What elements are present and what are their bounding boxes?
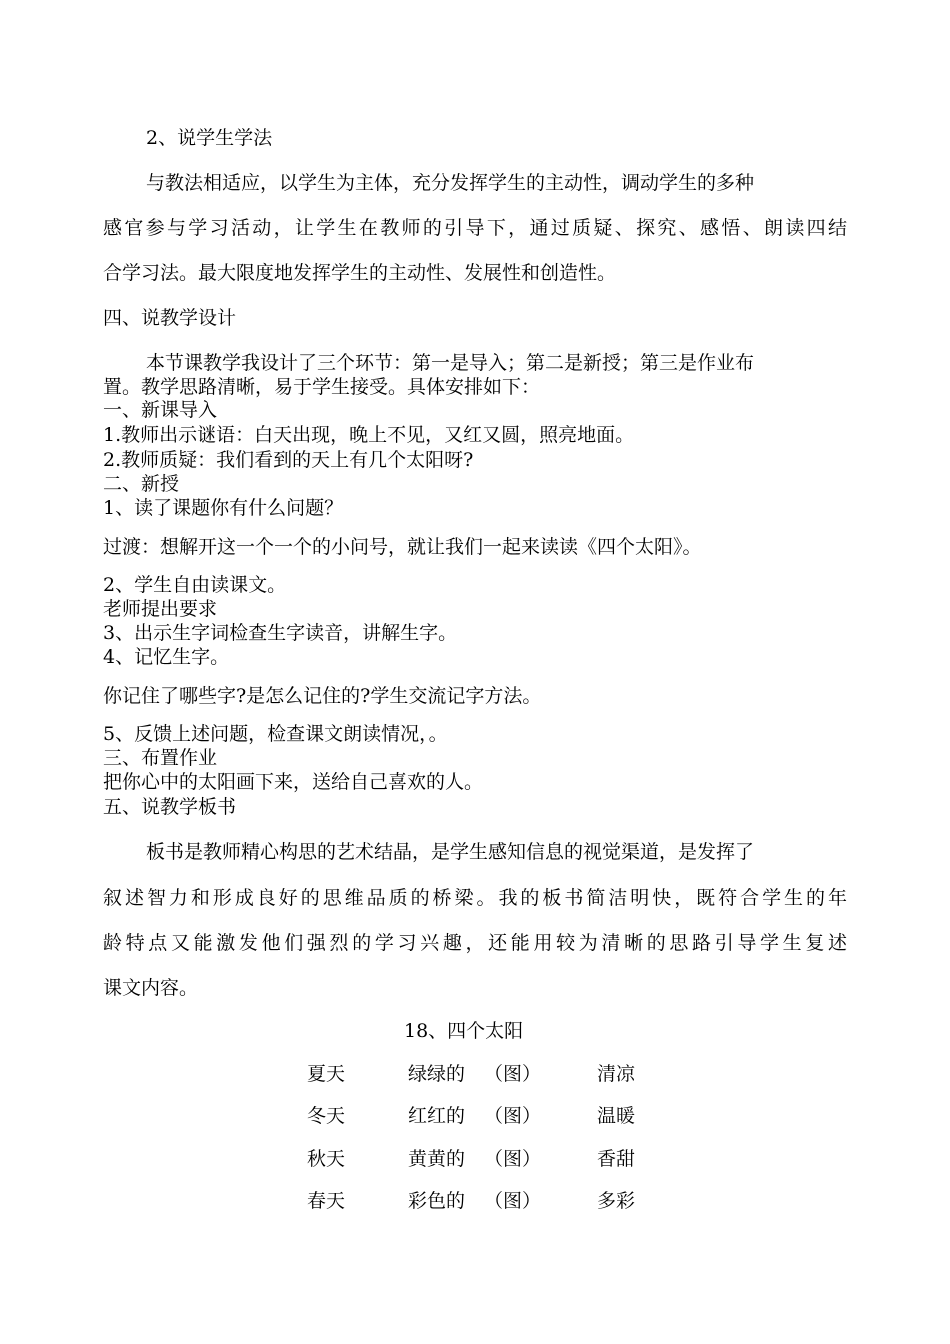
paragraph-line: 课文内容。: [103, 977, 199, 999]
board-picture: （图）: [484, 1190, 542, 1212]
list-item: 你记住了哪些字?是怎么记住的?学生交流记字方法。: [103, 685, 542, 707]
list-item: 2.教师质疑：我们看到的天上有几个太阳呀?: [103, 449, 474, 471]
board-title: 18、四个太阳: [404, 1020, 524, 1042]
board-feeling: 香甜: [597, 1148, 636, 1170]
paragraph-line: 板书是教师精心构思的艺术结晶，是学生感知信息的视觉渠道，是发挥了: [146, 841, 755, 863]
list-item: 过渡：想解开这一个一个的小问号，就让我们一起来读读《四个太阳》。: [103, 536, 702, 558]
paragraph-line: 与教法相适应，以学生为主体，充分发挥学生的主动性，调动学生的多种: [146, 172, 755, 194]
board-color: 绿绿的: [408, 1063, 466, 1085]
list-item: 2、学生自由读课文。: [103, 574, 287, 596]
board-season: 秋天: [307, 1148, 346, 1170]
board-feeling: 多彩: [597, 1190, 636, 1212]
board-color: 红红的: [408, 1105, 466, 1127]
paragraph-line: 叙述智力和形成良好的思维品质的桥梁。我的板书简洁明快，既符合学生的年: [103, 887, 847, 909]
section-5-heading: 五、说教学板书: [103, 796, 237, 818]
section-2-heading: 2、说学生学法: [146, 127, 273, 149]
step-heading: 三、布置作业: [103, 747, 218, 769]
board-picture: （图）: [484, 1105, 542, 1127]
board-picture: （图）: [484, 1148, 542, 1170]
list-item: 1、读了课题你有什么问题？: [103, 497, 344, 519]
list-item: 1.教师出示谜语：白天出现，晚上不见，又红又圆，照亮地面。: [103, 424, 635, 446]
paragraph-line: 本节课教学我设计了三个环节：第一是导入；第二是新授；第三是作业布: [146, 352, 755, 374]
board-color: 黄黄的: [408, 1148, 466, 1170]
list-item: 3、出示生字词检查生字读音，讲解生字。: [103, 622, 458, 644]
paragraph-line: 感官参与学习活动，让学生在教师的引导下，通过质疑、探究、感悟、朗读四结: [103, 217, 847, 239]
section-4-heading: 四、说教学设计: [103, 307, 237, 329]
board-season: 春天: [307, 1190, 346, 1212]
board-picture: （图）: [484, 1063, 542, 1085]
board-feeling: 温暖: [597, 1105, 636, 1127]
step-heading: 一、新课导入: [103, 399, 218, 421]
paragraph-line: 龄特点又能激发他们强烈的学习兴趣，还能用较为清晰的思路引导学生复述: [103, 932, 847, 954]
paragraph-line: 合学习法。最大限度地发挥学生的主动性、发展性和创造性。: [103, 262, 617, 284]
paragraph-line: 置。教学思路清晰，易于学生接受。具体安排如下：: [103, 376, 541, 398]
board-feeling: 清凉: [597, 1063, 636, 1085]
list-item: 4、记忆生字。: [103, 646, 230, 668]
board-color: 彩色的: [408, 1190, 466, 1212]
list-item: 老师提出要求: [103, 598, 218, 620]
board-season: 冬天: [307, 1105, 346, 1127]
step-heading: 二、新授: [103, 473, 180, 495]
list-item: 把你心中的太阳画下来，送给自己喜欢的人。: [103, 771, 484, 793]
board-season: 夏天: [307, 1063, 346, 1085]
list-item: 5、反馈上述问题，检查课文朗读情况，。: [103, 723, 448, 745]
